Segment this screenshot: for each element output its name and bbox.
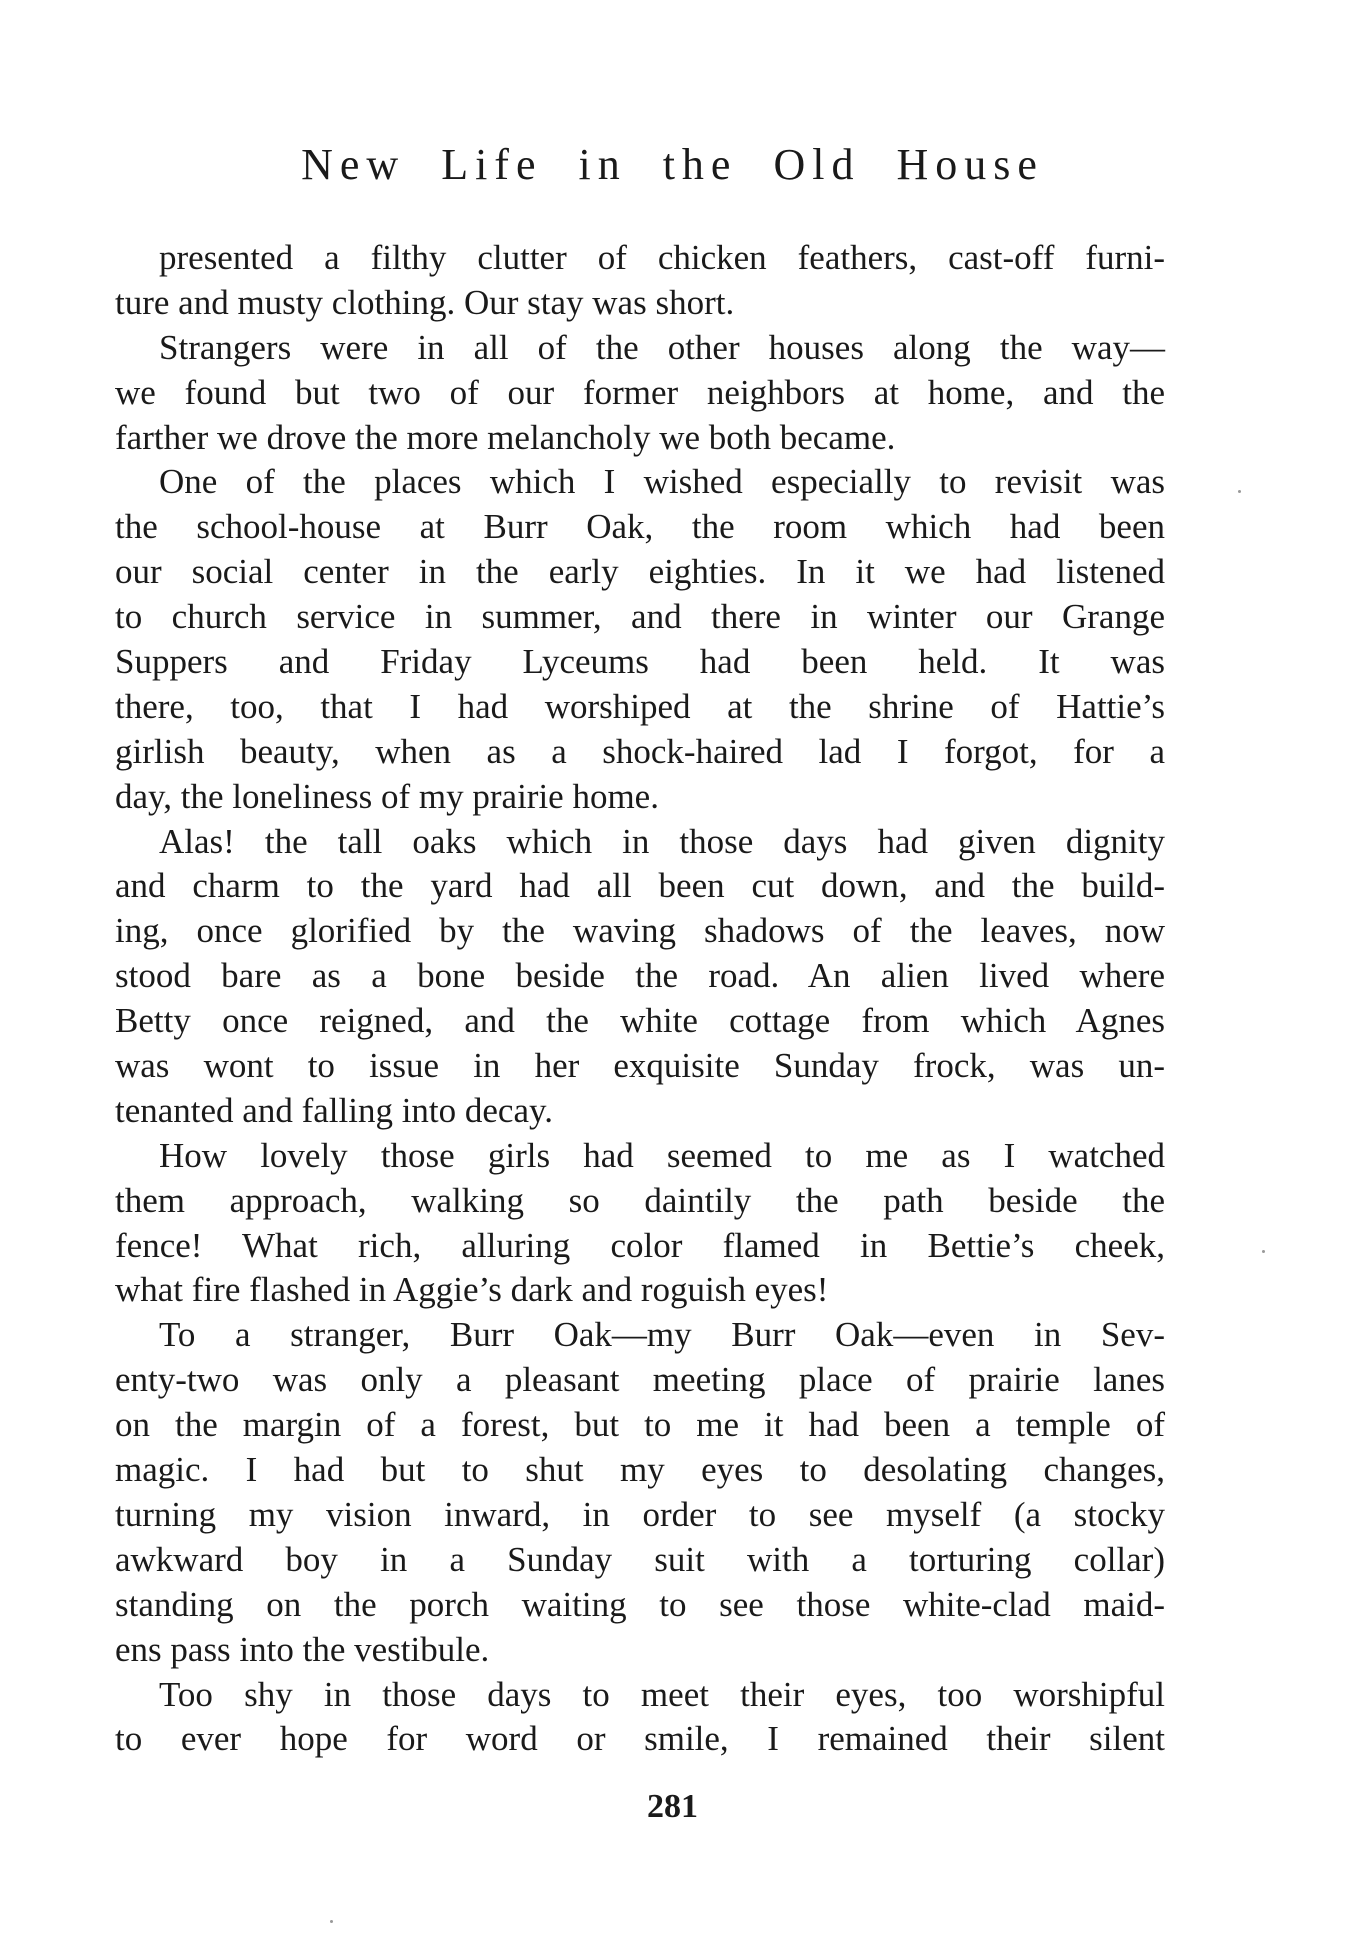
text-line: Betty once reigned, and the white cottage from which Agnes (115, 1001, 1165, 1041)
paragraph (115, 236, 1165, 326)
page-number: 281 (647, 1788, 698, 1825)
text-line: Suppers and Friday Lyceums had been held. It was (115, 642, 1165, 682)
text-line: girlish beauty, when as a shock-haired lad I forgot, for a (115, 731, 1165, 771)
running-head: New Life in the Old House (301, 140, 1044, 189)
text-line: to ever hope for word or smile, I remained their silent (115, 1719, 1165, 1759)
paragraph (115, 820, 1165, 1134)
paper-speck (330, 1920, 333, 1923)
text-line: the school-house at Burr Oak, the room which had been (115, 507, 1165, 547)
text-line: and charm to the yard had all been cut down, and the build- (115, 866, 1165, 906)
paragraph (115, 1673, 1165, 1763)
text-line: there, too, that I had worshiped at the shrine of Hattie’s (115, 686, 1165, 726)
body-text (115, 236, 1165, 1762)
text-line: standing on the porch waiting to see those white-clad maid- (115, 1584, 1165, 1624)
text-line: stood bare as a bone beside the road. An alien lived where (115, 956, 1165, 996)
paragraph (115, 1134, 1165, 1314)
text-line: was wont to issue in her exquisite Sunday frock, was un- (115, 1046, 1165, 1086)
text-line: awkward boy in a Sunday suit with a torturing collar) (115, 1539, 1165, 1579)
text-line: what fire flashed in Aggie’s dark and roguish eyes! (115, 1270, 829, 1310)
paper-speck (1238, 490, 1241, 493)
text-line: to church service in summer, and there in winter our Grange (115, 597, 1165, 637)
text-line: enty-two was only a pleasant meeting place of prairie lanes (115, 1360, 1165, 1400)
paragraph (115, 460, 1165, 819)
text-line: tenanted and falling into decay. (115, 1090, 553, 1130)
text-line: turning my vision inward, in order to see myself (a stocky (115, 1494, 1165, 1534)
text-line: on the margin of a forest, but to me it had been a temple of (115, 1405, 1165, 1445)
text-line: One of the places which I wished especially to revisit was (159, 462, 1165, 502)
paragraph (115, 1313, 1165, 1672)
text-line: day, the loneliness of my prairie home. (115, 776, 659, 816)
text-line: we found but two of our former neighbors at home, and the (115, 372, 1165, 412)
text-line: fence! What rich, alluring color flamed in Bettie’s cheek, (115, 1225, 1165, 1265)
text-line: them approach, walking so daintily the path beside the (115, 1180, 1165, 1220)
text-line: Strangers were in all of the other houses along the way— (159, 327, 1165, 367)
paragraph (115, 326, 1165, 461)
text-line: magic. I had but to shut my eyes to desolating changes, (115, 1450, 1165, 1490)
text-line: ens pass into the vestibule. (115, 1629, 490, 1669)
text-line: our social center in the early eighties. In it we had listened (115, 552, 1165, 592)
text-line: Too shy in those days to meet their eyes, too worshipful (159, 1674, 1165, 1714)
text-line: How lovely those girls had seemed to me as I watched (159, 1135, 1165, 1175)
text-line: presented a filthy clutter of chicken feathers, cast-off furni- (159, 238, 1165, 277)
text-line: ture and musty clothing. Our stay was short. (115, 282, 735, 322)
text-line: farther we drove the more melancholy we both became. (115, 417, 896, 457)
paper-speck (1262, 1250, 1265, 1253)
text-line: Alas! the tall oaks which in those days had given dignity (159, 821, 1165, 861)
text-line: To a stranger, Burr Oak—my Burr Oak—even in Sev- (159, 1315, 1165, 1355)
text-line: ing, once glorified by the waving shadows of the leaves, now (115, 911, 1165, 951)
